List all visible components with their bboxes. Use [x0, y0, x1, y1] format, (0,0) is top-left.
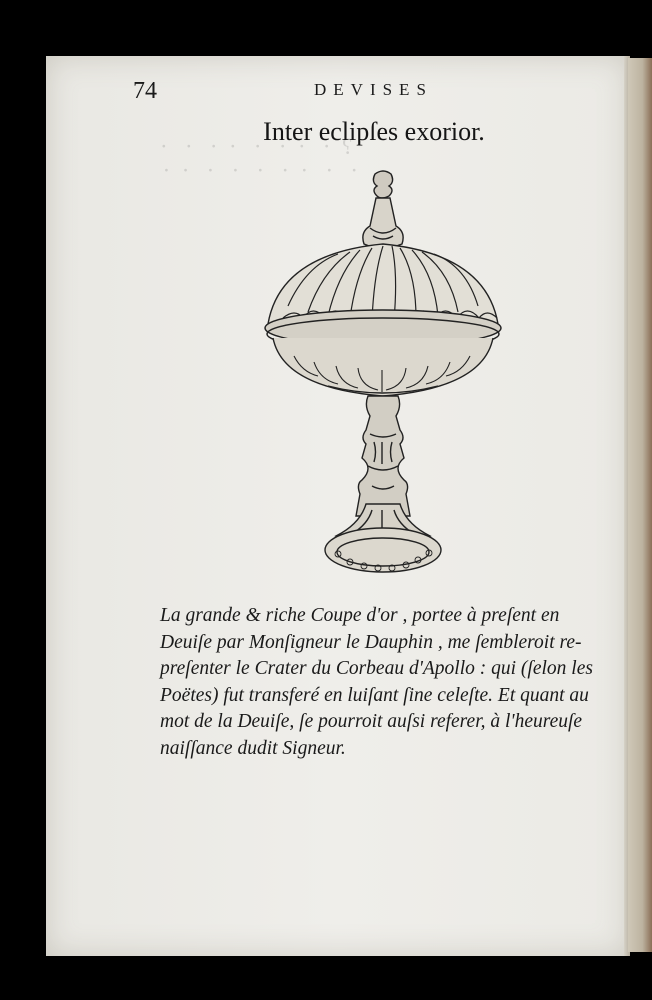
- body-line: preſenter le Crater du Corbeau d'Apollo : qui (ſelon les: [160, 658, 593, 679]
- body-line: Poëtes) fut transferé en luiſant ſine celeſte. Et quant au: [160, 684, 589, 706]
- page-edges: [628, 58, 652, 952]
- running-head: DEVISES: [314, 80, 433, 99]
- cup-stem: [356, 396, 410, 516]
- motto-title: [0, 117, 652, 147]
- body-line: mot de la Deuiſe, ſe pourroit auſsi referer, à l'heureuſe: [160, 711, 583, 732]
- motto-text: Inter eclipſes exorior.: [263, 117, 485, 146]
- body-text: [160, 603, 630, 762]
- show-through-text: ? · · · · · · · · · · · · · · · · ·: [160, 133, 358, 183]
- body-line: Deuiſe par Monſigneur le Dauphin , me ſembleroit re-: [160, 631, 582, 653]
- body-line: naiſſance dudit Signeur.: [160, 737, 346, 759]
- cup-woodcut: [258, 166, 508, 578]
- finial: [373, 171, 392, 198]
- page-number: 74: [133, 78, 157, 104]
- cup-bowl: [273, 338, 493, 396]
- body-line: La grande & riche Coupe d'or , portee à preſent en: [160, 605, 560, 626]
